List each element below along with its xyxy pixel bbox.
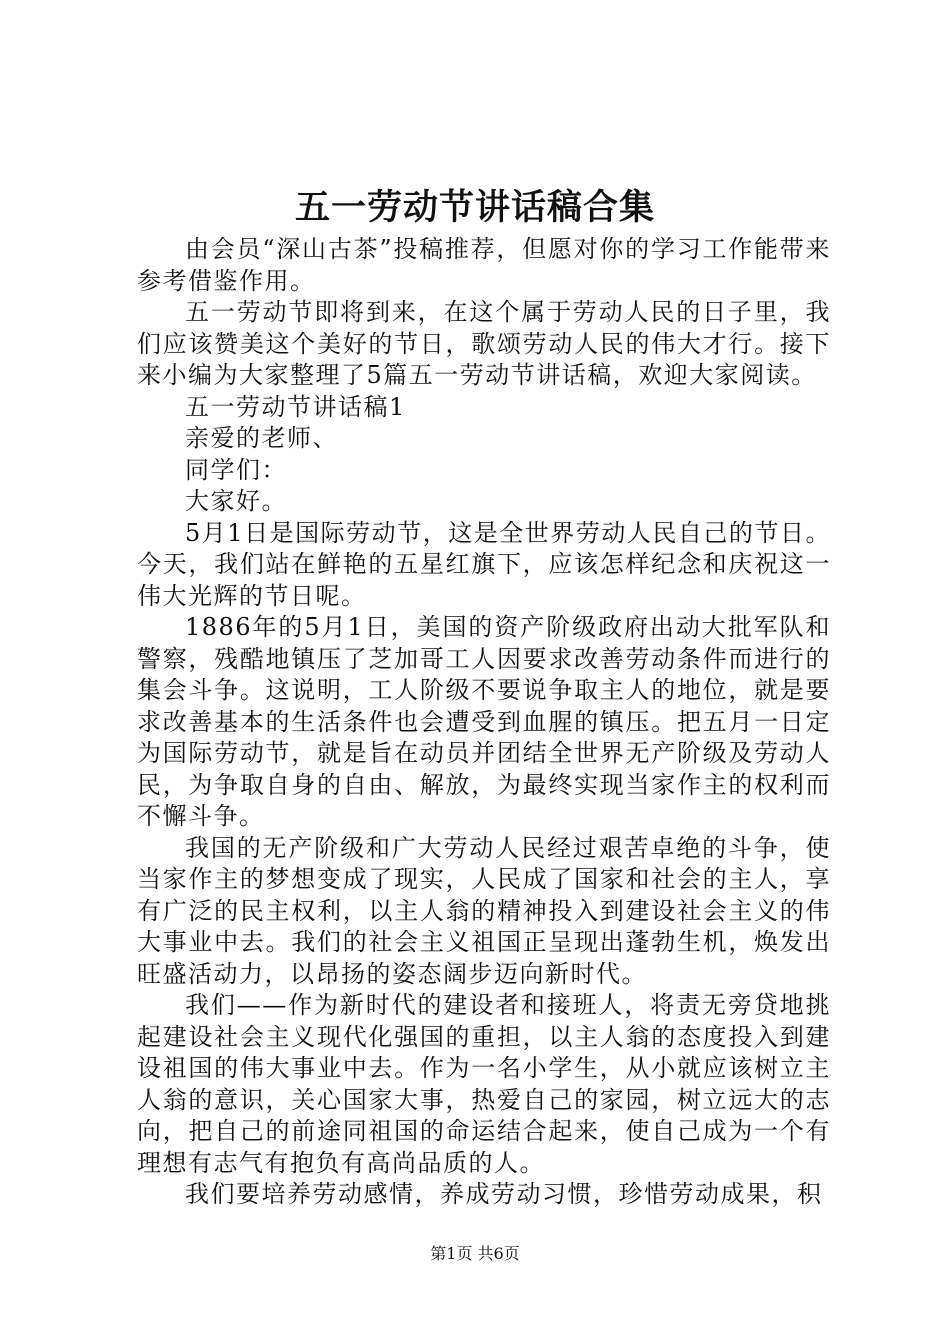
paragraph-may-day: 5月1日是国际劳动节，这是全世界劳动人民自己的节日。今天，我们站在鲜艳的五星红旗下，应该怎样纪念和庆祝这一伟大光辉的节日呢。 <box>137 518 831 610</box>
paragraph-intro-summary: 五一劳动节即将到来，在这个属于劳动人民的日子里，我们应该赞美这个美好的节日，歌颂劳动人民的伟大才行。接下来小编为大家整理了5篇五一劳动节讲话稿，欢迎大家阅读。 <box>137 298 831 389</box>
salutation-students: 同学们： <box>185 455 287 484</box>
salutation-teachers: 亲爱的老师、 <box>185 424 338 452</box>
document-body <box>137 234 831 1211</box>
document-title: 五一劳动节讲话稿合集 <box>294 187 655 228</box>
paragraph-new-era: 我们——作为新时代的建设者和接班人，将责无旁贷地挑起建设社会主义现代化强国的重担，以主人翁的态度投入到建设祖国的伟大事业中去。作为一名小学生，从小就应该树立主人翁的意识，关心国家大事，热爱自己的家园，树立远大的志向，把自己的前途同祖国的命运结合起来，使自己成为一个有理想有志气有抱负有高尚品质的人。 <box>137 991 831 1177</box>
paragraph-labor-habits: 我们要培养劳动感情，养成劳动习惯，珍惜劳动成果，积 <box>185 1180 823 1208</box>
greeting: 大家好。 <box>185 487 287 515</box>
paragraph-history: 1886年的5月1日，美国的资产阶级政府出动大批军队和警察，残酷地镇压了芝加哥工人因要求改善劳动条件而进行的集会斗争。这说明，工人阶级不要说争取主人的地位，就是要求改善基本的生活条件也会遭受到血腥的镇压。把五月一日定为国际劳动节，就是旨在动员并团结全世界无产阶级及劳动人民，为争取自身的自由、解放，为最终实现当家作主的权利而不懈斗争。 <box>137 613 831 830</box>
speech-heading: 五一劳动节讲话稿1 <box>185 392 406 421</box>
paragraph-intro-source: 由会员“深山古茶”投稿推荐，但愿对你的学习工作能带来参考借鉴作用。 <box>137 235 831 295</box>
paragraph-china: 我国的无产阶级和广大劳动人民经过艰苦卓绝的斗争，使当家作主的梦想变成了现实，人民成了国家和社会的主人，享有广泛的民主权利，以主人翁的精神投入到建设社会主义的伟大事业中去。我们的社会主义祖国正呈现出蓬勃生机，焕发出旺盛活动力，以昂扬的姿态阔步迈向新时代。 <box>137 833 831 988</box>
page-number-footer: 第1页 共6页 <box>430 1244 520 1263</box>
